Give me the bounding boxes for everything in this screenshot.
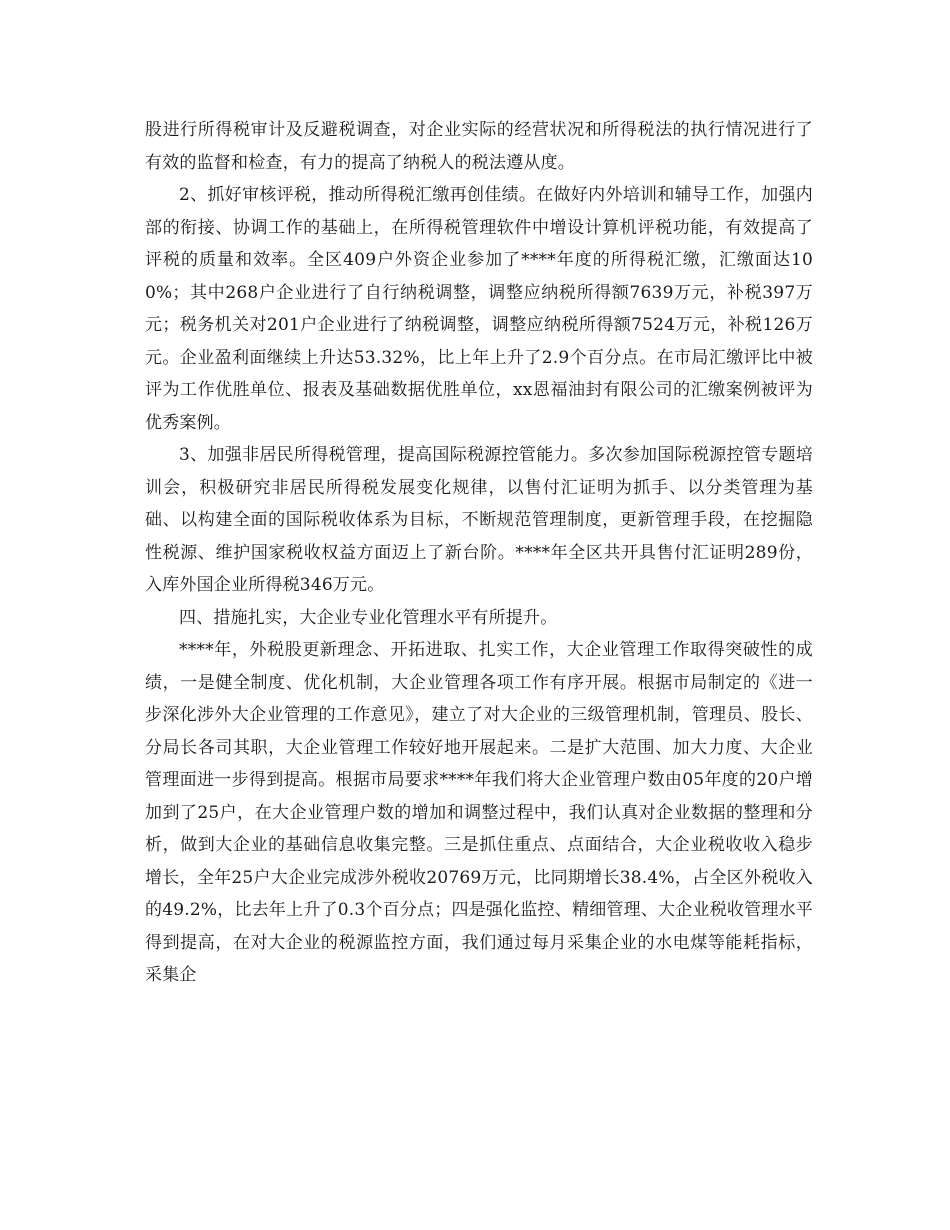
paragraph-4-heading: 四、措施扎实，大企业专业化管理水平有所提升。 [179,607,558,628]
paragraph-5: ****年，外税股更新理念、开拓进取、扎实工作，大企业管理工作取得突破性的成绩，一是健全制度、优化机制，大企业管理各项工作有序开展。根据市局制定的《进一步深化涉外大企业管理的工作意见》，建立了对大企业的三级管理机制，管理员、股长、分局长各司其职，大企业管理工作较好地开展起来。二是扩大范围、加大力度、大企业管理面进一步得到提高。根据市局要求****年我们将大企业管理户数由05年度的20户增加到了25户，在大企业管理户数的增加和调整过程中，我们认真对企业数据的整理和分析，做到大企业的基础信息收集完整。三是抓住重点、点面结合，大企业税收收入稳步增长，全年25户大企业完成涉外税收20769万元，比同期增长38.4%，占全区外税收入的49.2%，比去年上升了0.3个百分点；四是强化监控、精细管理、大企业税收管理水平得到提高，在对大企业的税源监控方面，我们通过每月采集企业的水电煤等能耗指标，采集企 [145,640,813,985]
document-body [145,114,813,992]
paragraph-1: 股进行所得税审计及反避税调查，对企业实际的经营状况和所得税法的执行情况进行了有效的监督和检查，有力的提高了纳税人的税法遵从度。 [145,120,813,173]
paragraph-2: 2、抓好审核评税，推动所得税汇缴再创佳绩。在做好内外培训和辅导工作，加强内部的衔接、协调工作的基础上，在所得税管理软件中增设计算机评税功能，有效提高了评税的质量和效率。全区409户外资企业参加了****年度的所得税汇缴，汇缴面达100%；其中268户企业进行了自行纳税调整，调整应纳税所得额7639万元，补税397万元；税务机关对201户企业进行了纳税调整，调整应纳税所得额7524万元，补税126万元。企业盈利面继续上升达53.32%，比上年上升了2.9个百分点。在市局汇缴评比中被评为工作优胜单位、报表及基础数据优胜单位，xx恩福油封有限公司的汇缴案例被评为优秀案例。 [145,185,813,433]
paragraph-3: 3、加强非居民所得税管理，提高国际税源控管能力。多次参加国际税源控管专题培训会，积极研究非居民所得税发展变化规律，以售付汇证明为抓手、以分类管理为基础、以构建全面的国际税收体系为目标，不断规范管理制度，更新管理手段，在挖掘隐性税源、维护国家税收权益方面迈上了新台阶。****年全区共开具售付汇证明289份，入库外国企业所得税346万元。 [145,445,813,595]
